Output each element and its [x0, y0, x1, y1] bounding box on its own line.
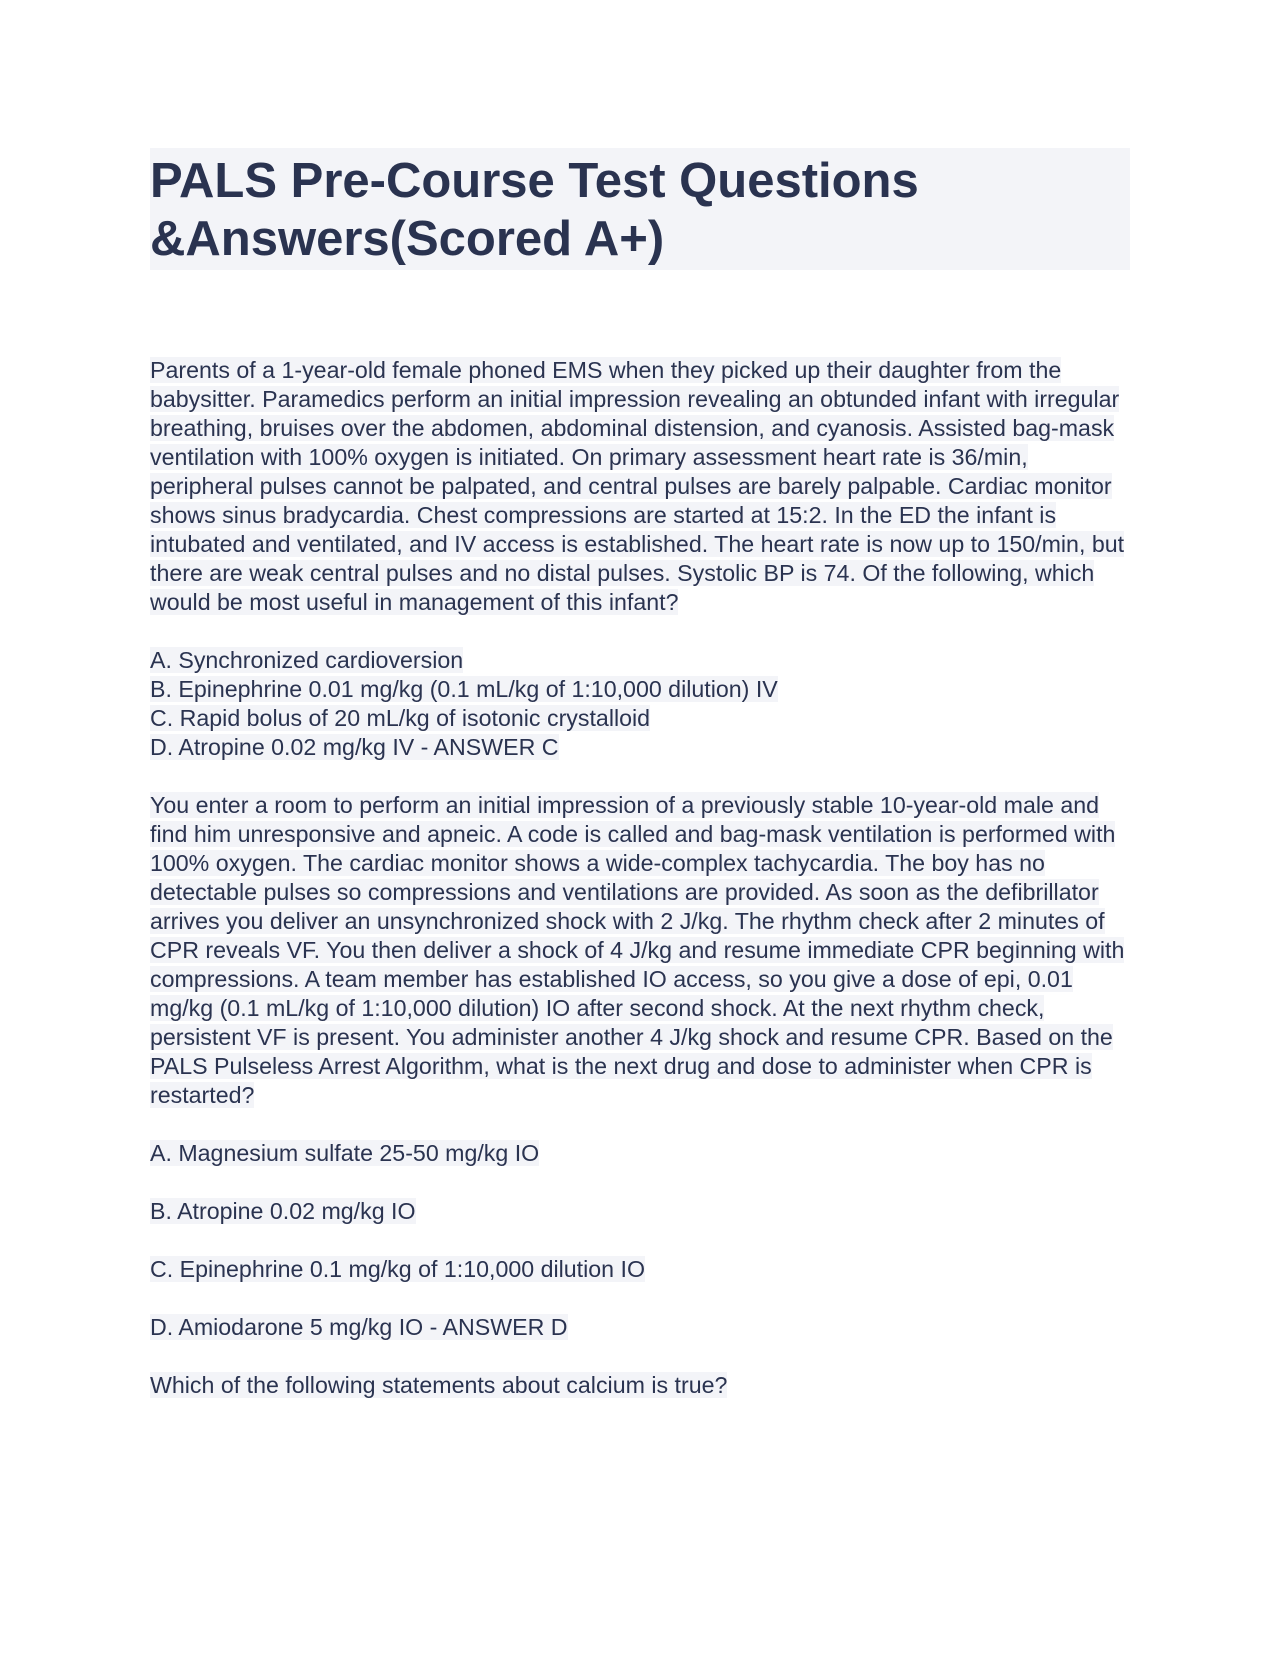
question-2	[150, 791, 1130, 1110]
question-2-option-c	[150, 1255, 1130, 1284]
title-block	[150, 148, 1130, 270]
question-2-text: You enter a room to perform an initial impression of a previously stable 10-year-old male and find him unresponsive and apneic. A code is called and bag-mask ventilation is performed with 100% oxygen. The cardiac monitor shows a wide-complex tachycardia. The boy has no detectable pulses so compressions and ventilations are provided. As soon as the defibrillator arrives you deliver an unsynchronized shock with 2 J/kg. The rhythm check after 2 minutes of CPR reveals VF. You then deliver a shock of 4 J/kg and resume immediate CPR beginning with compressions. A team member has established IO access, so you give a dose of epi, 0.01 mg/kg (0.1 mL/kg of 1:10,000 dilution) IO after second shock. At the next rhythm check, persistent VF is present. You administer another 4 J/kg shock and resume CPR. Based on the PALS Pulseless Arrest Algorithm, what is the next drug and dose to administer when CPR is restarted?	[150, 792, 1125, 1108]
question-2-option-d	[150, 1313, 1130, 1342]
option-text: A. Magnesium sulfate 25-50 mg/kg IO	[150, 1140, 540, 1166]
option-text: B. Atropine 0.02 mg/kg IO	[150, 1198, 416, 1224]
option-text: B. Epinephrine 0.01 mg/kg (0.1 mL/kg of 1:10,000 dilution) IV	[150, 676, 778, 702]
document-content	[150, 356, 1130, 1400]
question-1	[150, 356, 1130, 617]
option-text: A. Synchronized cardioversion	[150, 647, 464, 673]
option-text: C. Rapid bolus of 20 mL/kg of isotonic crystalloid	[150, 705, 651, 731]
document-body	[150, 148, 1130, 1429]
question-1-text: Parents of a 1-year-old female phoned EMS when they picked up their daughter from the babysitter. Paramedics perform an initial impression revealing an obtunded infant with irregular breathing, bruises over the abdomen, abdominal distension, and cyanosis. Assisted bag-mask ventilation with 100% oxygen is initiated. On primary assessment heart rate is 36/min, peripheral pulses cannot be palpated, and central pulses are barely palpable. Cardiac monitor shows sinus bradycardia. Chest compressions are started at 15:2. In the ED the infant is intubated and ventilated, and IV access is established. The heart rate is now up to 150/min, but there are weak central pulses and no distal pulses. Systolic BP is 74. Of the following, which would be most useful in management of this infant?	[150, 357, 1125, 615]
question-1-options	[150, 646, 1130, 762]
option-text: D. Atropine 0.02 mg/kg IV - ANSWER C	[150, 734, 559, 760]
question-1-option-d	[150, 733, 1130, 762]
question-1-option-c	[150, 704, 1130, 733]
question-1-option-a	[150, 646, 1130, 675]
question-3-text: Which of the following statements about calcium is true?	[150, 1372, 728, 1398]
question-1-option-b	[150, 675, 1130, 704]
question-2-option-b	[150, 1197, 1130, 1226]
document-title: PALS Pre-Course Test Questions &Answers(Scored A+)	[150, 154, 919, 266]
option-text: C. Epinephrine 0.1 mg/kg of 1:10,000 dilution IO	[150, 1256, 645, 1282]
question-3	[150, 1371, 1130, 1400]
option-text: D. Amiodarone 5 mg/kg IO - ANSWER D	[150, 1314, 568, 1340]
question-2-option-a	[150, 1139, 1130, 1168]
